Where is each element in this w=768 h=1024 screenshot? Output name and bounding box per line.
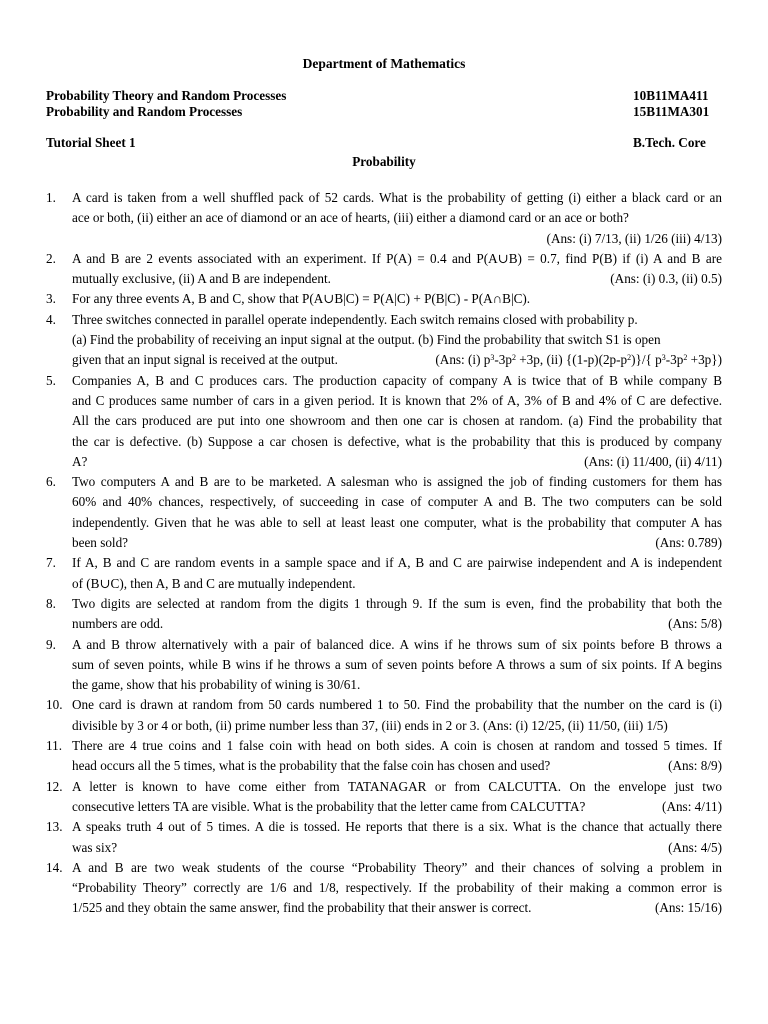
question-item	[0, 695, 768, 736]
question-text: the game, show that his probability of wining is 30/61.	[72, 677, 361, 693]
question-line	[72, 655, 722, 675]
question-text: One card is drawn at random from 50 cards numbered 1 to 50. Find the probability that the number on the card is (i)	[72, 697, 722, 713]
question-line	[72, 188, 722, 208]
tutorial-sheet-label: Tutorial Sheet 1	[46, 135, 136, 150]
question-text: and C produces same number of cars in a given period. It is known that 2% of A, 3% of B and 4% of C are defective.	[72, 392, 722, 408]
department-title: Department of Mathematics	[302, 56, 466, 71]
question-text: 60% and 40% chances, respectively, of succeeding in case of computer A and B. The two computers can be sold	[72, 494, 722, 510]
question-list	[0, 188, 768, 919]
answer-text: (Ans: 15/16)	[654, 900, 722, 916]
question-number: 8.	[46, 595, 56, 611]
question-item	[0, 635, 768, 696]
question-number: 14.	[46, 859, 63, 875]
answer-fragment: +3p, (ii) {(1-p)(2p-p	[515, 352, 628, 368]
answer-text: (Ans: 8/9)	[668, 758, 722, 774]
question-text: “Probability Theory” correctly are 1/6 and 1/8, respectively. If the probability of their making a common error is	[72, 880, 722, 896]
question-number: 2.	[46, 250, 56, 266]
answer-fragment: -3p	[665, 352, 684, 368]
question-text: A speaks truth 4 out of 5 times. A die is tossed. He reports that there is a six. What is the chance that actually there	[72, 819, 722, 835]
answer-fragment: )}/{ p	[631, 352, 662, 368]
question-item	[0, 472, 768, 553]
question-text: For any three events A, B and C, show that P(A∪B|C) = P(A|C) + P(B|C) - P(A∩B|C).	[72, 291, 531, 307]
question-item	[0, 777, 768, 818]
answer-fragment: -3p	[494, 352, 512, 368]
question-line	[72, 533, 722, 553]
question-text: mutually exclusive, (ii) A and B are independent.	[72, 271, 331, 287]
question-number: 5.	[46, 372, 56, 388]
question-line	[72, 553, 722, 573]
question-line	[72, 635, 722, 655]
question-number: 3.	[46, 291, 56, 307]
question-line	[72, 208, 722, 228]
question-line	[72, 432, 722, 452]
question-line	[72, 472, 722, 492]
course-name-2: Probability and Random Processes	[46, 104, 243, 119]
question-text: was six?	[72, 839, 118, 855]
question-line	[72, 452, 722, 472]
question-line	[72, 898, 722, 918]
question-line	[72, 817, 722, 837]
answer-exponent: 2	[511, 353, 516, 363]
question-text: A and B throw alternatively with a pair of balanced dice. A wins if he throws sum of six points before B throws a	[72, 636, 722, 652]
question-line	[72, 594, 722, 614]
subject-title: Probability	[352, 154, 416, 169]
question-line	[72, 249, 722, 269]
question-number: 1.	[46, 190, 56, 205]
question-text: head occurs all the 5 times, what is the probability that the false coin has chosen and used?	[72, 758, 551, 774]
question-item	[0, 858, 768, 919]
question-number: 4.	[46, 311, 56, 327]
question-number: 6.	[46, 474, 56, 490]
question-line	[72, 777, 722, 797]
course-name-1: Probability Theory and Random Processes	[46, 88, 287, 103]
question-line	[72, 289, 722, 309]
question-line	[72, 614, 722, 634]
question-line	[72, 411, 722, 431]
question-line	[72, 229, 722, 249]
question-text: A and B are 2 events associated with an experiment. If P(A) = 0.4 and P(A∪B) = 0.7, find P(B) if (i) A and B are	[72, 250, 722, 266]
answer-text: (Ans: 0.789)	[655, 535, 722, 551]
question-text: All the cars produced are put into one showroom and then one car is chosen at random. (a) Find the probability that	[72, 413, 722, 429]
question-line	[72, 330, 722, 350]
question-text: A?	[72, 453, 88, 469]
course-code-1: 10B11MA411	[633, 88, 709, 103]
question-line	[72, 371, 722, 391]
question-line	[72, 695, 722, 715]
question-number: 10.	[46, 697, 63, 713]
question-text: given that an input signal is received at the output.	[72, 352, 338, 368]
question-number: 7.	[46, 555, 56, 571]
question-line	[72, 310, 722, 330]
question-number: 12.	[46, 778, 63, 794]
question-number: 13.	[46, 819, 63, 835]
question-text: Three switches connected in parallel operate independently. Each switch remains closed with probability p.	[72, 311, 638, 327]
question-number: 9.	[46, 636, 56, 652]
question-line	[72, 574, 722, 594]
question-line	[72, 675, 722, 695]
question-line	[72, 513, 722, 533]
question-text: Companies A, B and C produces cars. The production capacity of company A is twice that of B while company B	[72, 372, 722, 388]
question-text: A card is taken from a well shuffled pack of 52 cards. What is the probability of getting (i) either a black card or an	[72, 190, 722, 205]
question-item	[0, 289, 768, 309]
program-label: B.Tech. Core	[633, 135, 706, 150]
question-text: There are 4 true coins and 1 false coin with head on both sides. A coin is chosen at random and tossed 5 times. If	[72, 738, 722, 754]
question-item	[0, 553, 768, 594]
question-text: divisible by 3 or 4 or both, (ii) prime number less than 37, (iii) ends in 2 or 3. (Ans: (i) 12/25, (ii) 11/50, (iii) 1/5)	[72, 717, 668, 733]
question-item	[0, 594, 768, 635]
question-text: of (B∪C), then A, B and C are mutually independent.	[72, 575, 356, 591]
question-text: independently. Given that he was able to sell at least least one computer, what is the probability that computer A has	[72, 514, 722, 530]
question-text: the car is defective. (b) Suppose a car chosen is defective, what is the probability that this is produced by company	[72, 433, 722, 449]
answer-text: (Ans: (i) 0.3, (ii) 0.5)	[610, 271, 722, 287]
question-line	[72, 492, 722, 512]
question-text: sum of seven points, while B wins if he throws a sum of seven points before A throws a sum of six points. If A begins	[72, 656, 722, 672]
question-text: ace or both, (ii) either an ace of diamond or an ace of hearts, (iii) either a diamond card or an ace or both?	[72, 210, 629, 226]
question-text: consecutive letters TA are visible. What is the probability that the letter came from CALCUTTA?	[72, 798, 586, 814]
course-code-2: 15B11MA301	[633, 104, 710, 119]
question-text: 1/525 and they obtain the same answer, find the probability that their answer is correct.	[72, 900, 532, 916]
question-line	[72, 838, 722, 858]
question-item	[0, 817, 768, 858]
answer-fragment: +3p})	[687, 352, 722, 368]
question-text: numbers are odd.	[72, 616, 164, 632]
question-text: Two digits are selected at random from the digits 1 through 9. If the sum is even, find the probability that both the	[72, 595, 722, 611]
answer-exponent: 2	[683, 353, 688, 363]
question-text: A and B are two weak students of the course “Probability Theory” and their chances of solving a problem in	[72, 859, 722, 875]
answer-text: (Ans: (i) 7/13, (ii) 1/26 (iii) 4/13)	[546, 230, 722, 246]
question-item	[0, 371, 768, 472]
question-line	[72, 716, 722, 736]
question-line	[72, 878, 722, 898]
answer-exponent: 3	[490, 353, 495, 363]
question-item	[0, 188, 768, 249]
question-line	[72, 756, 722, 776]
question-line	[72, 858, 722, 878]
question-item	[0, 249, 768, 290]
question-line	[72, 350, 722, 370]
question-text: been sold?	[72, 535, 129, 551]
question-text: (a) Find the probability of receiving an input signal at the output. (b) Find the probability that switch S1 is open	[72, 332, 661, 348]
question-item	[0, 310, 768, 371]
question-line	[72, 797, 722, 817]
answer-fragment: (Ans: (i) p	[435, 352, 491, 368]
answer-exponent: 3	[661, 353, 666, 363]
question-line	[72, 269, 722, 289]
answer-text: (Ans: 4/11)	[662, 798, 722, 814]
answer-text: (Ans: (i) 11/400, (ii) 4/11)	[584, 453, 722, 469]
answer-text: (Ans: 4/5)	[668, 839, 722, 855]
question-text: If A, B and C are random events in a sample space and if A, B and C are pairwise independent and A is independent	[72, 555, 722, 571]
question-text: Two computers A and B are to be marketed. A salesman who is assigned the job of finding customers for them has	[72, 474, 722, 490]
question-line	[72, 391, 722, 411]
answer-text: (Ans: 5/8)	[668, 616, 722, 632]
answer-text	[435, 350, 722, 370]
question-number: 11.	[46, 738, 62, 754]
question-line	[72, 736, 722, 756]
question-item	[0, 736, 768, 777]
question-text: A letter is known to have come either from TATANAGAR or from CALCUTTA. On the envelope just two	[72, 778, 722, 794]
answer-exponent: 2	[627, 353, 632, 363]
